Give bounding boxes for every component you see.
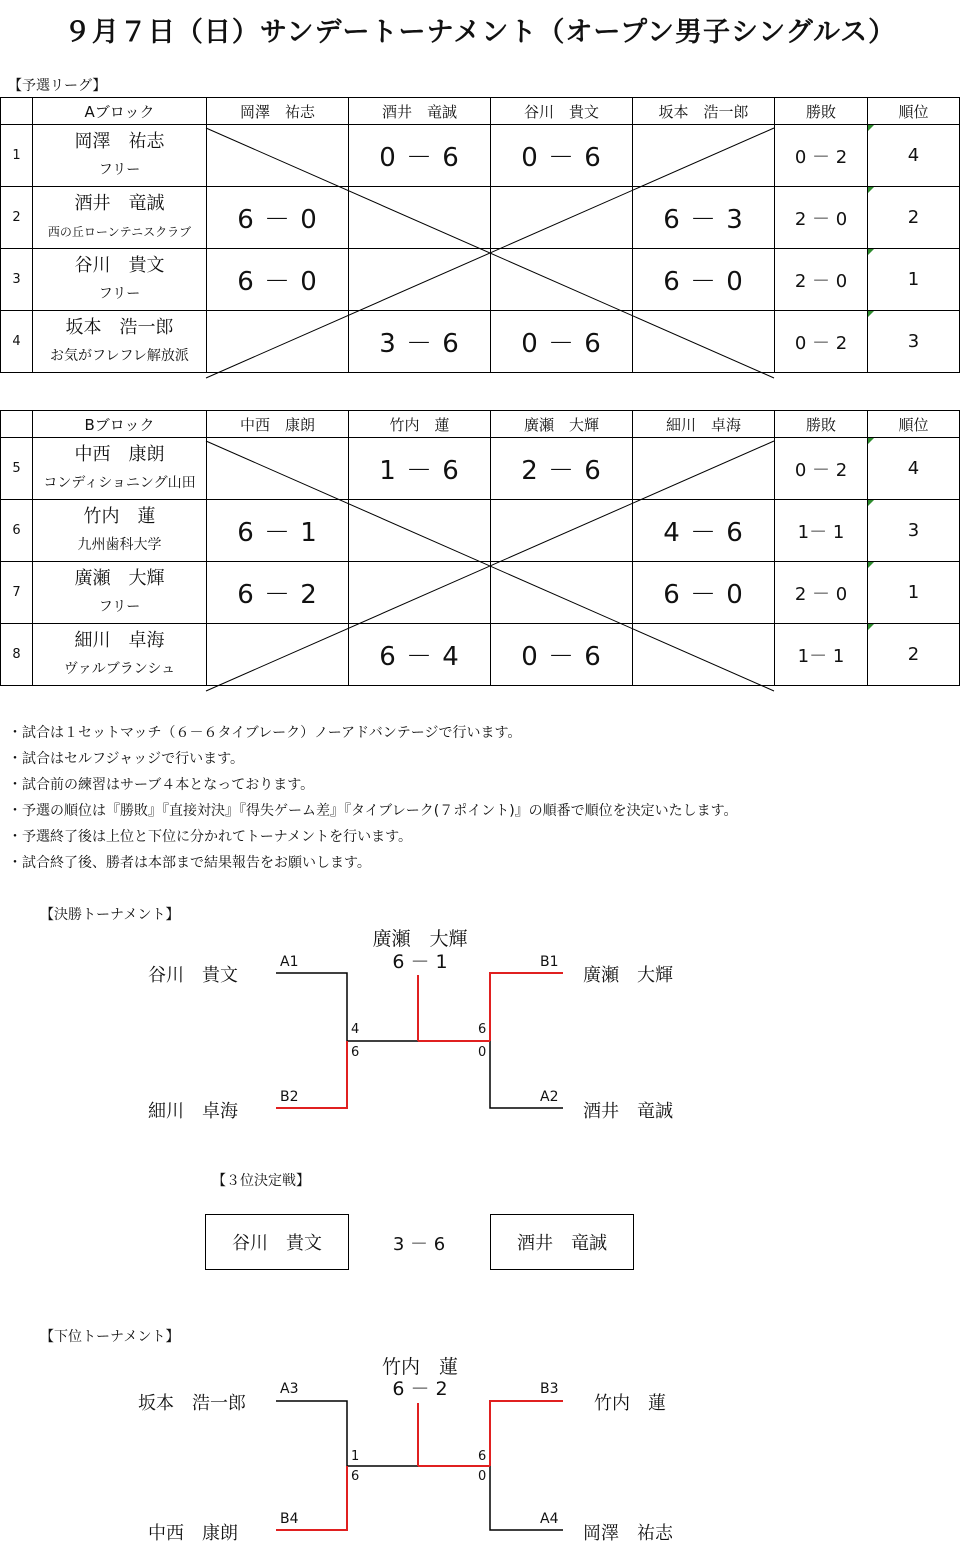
- score-cell: 4 － 6: [633, 500, 775, 562]
- score-cell: 6 － 0: [633, 562, 775, 624]
- opponent-header: 谷川 貴文: [491, 98, 633, 125]
- score-cell: 6 － 0: [207, 187, 349, 249]
- opponent-header: 岡澤 祐志: [207, 98, 349, 125]
- opponent-header: 坂本 浩一郎: [633, 98, 775, 125]
- final-score: 6 － 1: [392, 951, 448, 973]
- third-place-score: 3 － 6: [392, 1234, 446, 1255]
- final-top-left-name: 谷川 貴文: [148, 965, 238, 986]
- final-bottom-left-seed: B2: [280, 1089, 299, 1105]
- lower-top-left-name: 坂本 浩一郎: [138, 1393, 246, 1414]
- player-club: ヴァルブランシュ: [63, 660, 176, 677]
- lower-top-left-seed: A3: [280, 1381, 299, 1397]
- score-cell: 3 － 6: [349, 311, 491, 373]
- record-cell: 2 － 0: [775, 187, 868, 249]
- row-number: 8: [1, 624, 33, 686]
- rank-cell: 4: [868, 438, 960, 500]
- final-bottom-left-name: 細川 卓海: [148, 1101, 238, 1122]
- player-name: 竹内 蓮: [83, 505, 156, 527]
- final-winner-name: 廣瀬 大輝: [372, 928, 468, 950]
- note-item: ・試合は１セットマッチ（６－６タイブレーク）ノーアドバンテージで行います。: [8, 725, 522, 741]
- score-cell: 6 － 3: [633, 187, 775, 249]
- lower-top-right-seed: B3: [540, 1381, 559, 1397]
- lower-bottom-left-seed: B4: [280, 1511, 299, 1527]
- record-cell: 2 － 0: [775, 249, 868, 311]
- score-cell: 6 － 1: [207, 500, 349, 562]
- record-cell: 2 － 0: [775, 562, 868, 624]
- final-top-left-seed: A1: [280, 954, 299, 970]
- rank-header: 順位: [868, 98, 960, 125]
- player-club: お気がフレフレ解放派: [50, 347, 189, 364]
- final-left-score-top: 4: [351, 1022, 360, 1037]
- final-left-score-bottom: 6: [351, 1045, 360, 1060]
- final-top-left-line: [276, 973, 347, 1041]
- final-top-right-name: 廣瀬 大輝: [583, 965, 673, 986]
- note-item: ・試合終了後、勝者は本部まで結果報告をお願いします。: [8, 855, 371, 871]
- lower-bottom-left-name: 中西 康朗: [148, 1523, 238, 1544]
- player-name: 酒井 竜誠: [74, 192, 165, 214]
- page-title: ９月７日（日）サンデートーナメント（オープン男子シングルス）: [63, 17, 897, 48]
- row-number: 3: [1, 249, 33, 311]
- final-bottom-right-seed: A2: [540, 1089, 559, 1105]
- final-right-score-top: 6: [478, 1022, 487, 1037]
- opponent-header: 廣瀬 大輝: [491, 411, 633, 438]
- opponent-header: 酒井 竜誠: [349, 98, 491, 125]
- player-name: 坂本 浩一郎: [65, 316, 174, 338]
- lower-top-right-line: [490, 1401, 563, 1466]
- opponent-header: 細川 卓海: [633, 411, 775, 438]
- record-cell: 0 － 2: [775, 438, 868, 500]
- player-name: 中西 康朗: [74, 443, 165, 465]
- score-cell: 6 － 4: [349, 624, 491, 686]
- score-cell: 1 － 6: [349, 438, 491, 500]
- prelim-label: 【予選リーグ】: [8, 78, 107, 94]
- row-number: 1: [1, 125, 33, 187]
- score-cell: 6 － 2: [207, 562, 349, 624]
- row-number: 4: [1, 311, 33, 373]
- rank-cell: 1: [868, 249, 960, 311]
- lower-left-score-top: 1: [351, 1449, 360, 1464]
- lower-right-score-top: 6: [478, 1449, 487, 1464]
- final-label: 【決勝トーナメント】: [40, 907, 180, 923]
- row-number: 6: [1, 500, 33, 562]
- third-place-label: 【３位決定戦】: [212, 1173, 310, 1189]
- score-cell: 0 － 6: [491, 311, 633, 373]
- row-number: 7: [1, 562, 33, 624]
- row-number: 5: [1, 438, 33, 500]
- record-cell: 1－ 1: [775, 624, 868, 686]
- lower-score: 6 － 2: [392, 1378, 448, 1400]
- player-club: フリー: [98, 285, 141, 302]
- lower-bottom-right-seed: A4: [540, 1511, 559, 1527]
- player-name: 廣瀬 大輝: [74, 567, 165, 589]
- score-cell: 0 － 6: [349, 125, 491, 187]
- final-right-score-bottom: 0: [478, 1045, 487, 1060]
- record-header: 勝敗: [775, 411, 868, 438]
- third-place-left-box: 谷川 貴文: [205, 1214, 349, 1270]
- rank-cell: 3: [868, 500, 960, 562]
- rank-cell: 1: [868, 562, 960, 624]
- lower-bottom-right-name: 岡澤 祐志: [583, 1523, 673, 1544]
- rank-cell: 2: [868, 187, 960, 249]
- rank-header: 順位: [868, 411, 960, 438]
- final-top-right-seed: B1: [540, 954, 559, 970]
- rank-cell: 4: [868, 125, 960, 187]
- note-item: ・予選の順位は『勝敗』『直接対決』『得失ゲーム差』『タイブレーク(７ポイント)』の順番で順位を決定いたします。: [8, 803, 738, 819]
- block-name: Aブロック: [33, 98, 207, 125]
- record-cell: 0 － 2: [775, 125, 868, 187]
- player-name: 岡澤 祐志: [74, 130, 165, 152]
- player-club: 西の丘ローンテニスクラブ: [47, 224, 192, 239]
- score-cell: 0 － 6: [491, 624, 633, 686]
- lower-top-right-name: 竹内 蓮: [594, 1393, 666, 1414]
- player-club: 九州歯科大学: [77, 536, 162, 553]
- final-top-right-line: [490, 973, 563, 1041]
- rank-cell: 2: [868, 624, 960, 686]
- player-club: コンディショニング山田: [43, 474, 196, 491]
- player-name: 細川 卓海: [74, 629, 165, 651]
- score-cell: 6 － 0: [633, 249, 775, 311]
- third-place-right-box: 酒井 竜誠: [490, 1214, 634, 1270]
- final-bottom-right-name: 酒井 竜誠: [583, 1101, 673, 1122]
- player-name: 谷川 貴文: [74, 254, 165, 276]
- lower-left-score-bottom: 6: [351, 1469, 360, 1484]
- record-cell: 1－ 1: [775, 500, 868, 562]
- record-cell: 0 － 2: [775, 311, 868, 373]
- player-club: フリー: [98, 161, 141, 178]
- row-number: 2: [1, 187, 33, 249]
- lower-top-left-line: [276, 1401, 347, 1466]
- score-cell: 0 － 6: [491, 125, 633, 187]
- opponent-header: 中西 康朗: [207, 411, 349, 438]
- lower-winner-name: 竹内 蓮: [381, 1356, 458, 1378]
- rank-cell: 3: [868, 311, 960, 373]
- score-cell: 2 － 6: [491, 438, 633, 500]
- note-item: ・予選終了後は上位と下位に分かれてトーナメントを行います。: [8, 829, 413, 845]
- record-header: 勝敗: [775, 98, 868, 125]
- lower-right-score-bottom: 0: [478, 1469, 487, 1484]
- opponent-header: 竹内 蓮: [349, 411, 491, 438]
- lower-label: 【下位トーナメント】: [40, 1329, 180, 1345]
- note-item: ・試合はセルフジャッジで行います。: [8, 751, 245, 767]
- score-cell: 6 － 0: [207, 249, 349, 311]
- block-name: Bブロック: [33, 411, 207, 438]
- player-club: フリー: [98, 598, 141, 615]
- note-item: ・試合前の練習はサーブ４本となっております。: [8, 777, 315, 793]
